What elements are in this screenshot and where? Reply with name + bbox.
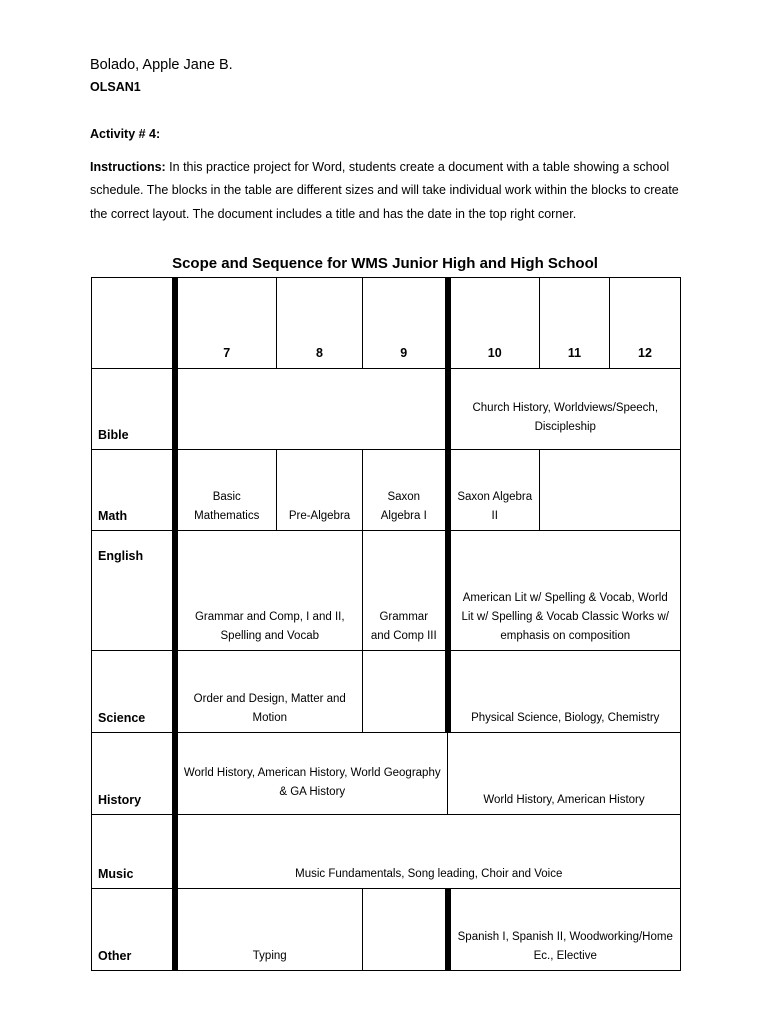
math-grade-7-cell: Basic Mathematics [175, 450, 277, 531]
science-row [92, 651, 681, 733]
math-grade-11-12-cell [540, 450, 681, 531]
english-junior-cell: Grammar and Comp, I and II, Spelling and Vocab [175, 531, 363, 651]
instructions-paragraph [90, 156, 690, 226]
science-junior-cell: Order and Design, Matter and Motion [175, 651, 363, 733]
corner-cell [92, 278, 175, 369]
math-grade-10-cell: Saxon Algebra II [448, 450, 540, 531]
math-row [92, 450, 681, 531]
course-code: OLSAN1 [90, 80, 141, 94]
row-label-history: History [92, 733, 175, 815]
other-row [92, 889, 681, 971]
row-label-math: Math [92, 450, 175, 531]
english-grade-9-cell: Grammar and Comp III [363, 531, 448, 651]
other-junior-cell: Typing [175, 889, 363, 971]
bible-junior-cell [175, 369, 448, 450]
grade-header-row [92, 278, 681, 369]
activity-heading: Activity # 4: [90, 127, 161, 141]
row-label-science: Science [92, 651, 175, 733]
author-name: Bolado, Apple Jane B. [90, 57, 233, 73]
bible-high-cell: Church History, Worldviews/Speech, Discipleship [448, 369, 681, 450]
science-grade-9-cell [363, 651, 448, 733]
english-row [92, 531, 681, 651]
grade-header-10: 10 [448, 278, 540, 369]
table-title: Scope and Sequence for WMS Junior High and High School [172, 255, 598, 272]
instructions-text: In this practice project for Word, students create a document with a table showing a school schedule. The blocks in the table are different sizes and will take individual work within the blocks to create the correct layout. The document includes a title and has the date in the top right corner. [90, 160, 679, 221]
music-all-cell: Music Fundamentals, Song leading, Choir and Voice [175, 815, 681, 889]
bible-row [92, 369, 681, 450]
grade-header-9: 9 [363, 278, 448, 369]
scope-sequence-table [91, 277, 681, 971]
history-junior-cell: World History, American History, World Geography & GA History [175, 733, 448, 815]
row-label-other: Other [92, 889, 175, 971]
history-high-cell: World History, American History [448, 733, 681, 815]
math-grade-9-cell: Saxon Algebra I [363, 450, 448, 531]
instructions-label: Instructions: [90, 160, 166, 174]
grade-header-12: 12 [610, 278, 681, 369]
row-label-bible: Bible [92, 369, 175, 450]
other-grade-9-cell [363, 889, 448, 971]
other-high-cell: Spanish I, Spanish II, Woodworking/Home Ec., Elective [448, 889, 681, 971]
row-label-english: English [92, 531, 175, 651]
grade-header-11: 11 [540, 278, 610, 369]
grade-header-8: 8 [277, 278, 363, 369]
history-row [92, 733, 681, 815]
science-high-cell: Physical Science, Biology, Chemistry [448, 651, 681, 733]
english-high-cell: American Lit w/ Spelling & Vocab, World Lit w/ Spelling & Vocab Classic Works w/ emphasis on composition [448, 531, 681, 651]
row-label-music: Music [92, 815, 175, 889]
grade-header-7: 7 [175, 278, 277, 369]
math-grade-8-cell: Pre-Algebra [277, 450, 363, 531]
music-row [92, 815, 681, 889]
